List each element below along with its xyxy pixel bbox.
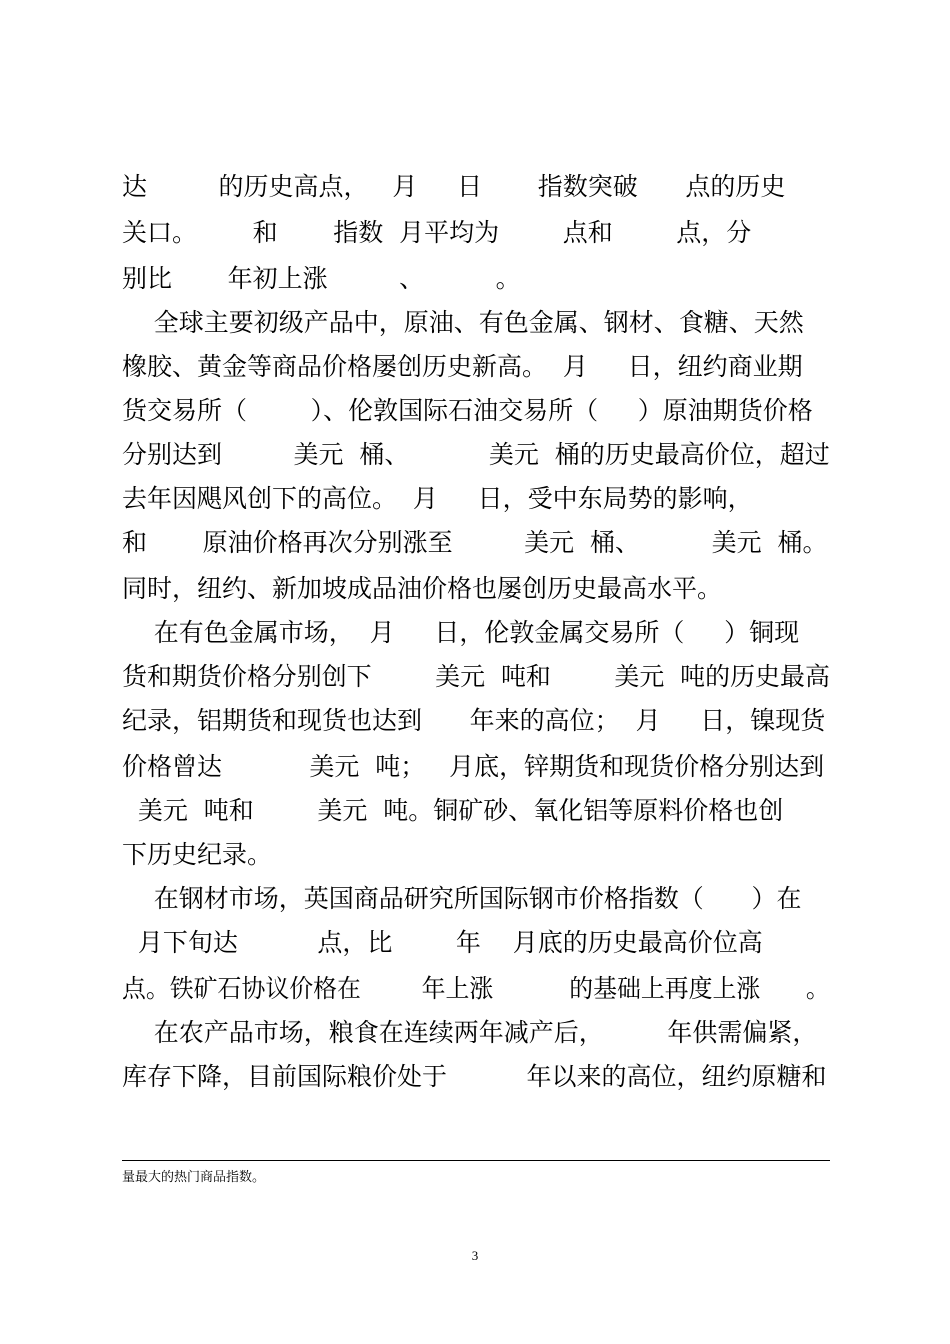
text-line-1: 达 的历史高点， 月 日 指数突破 点的历史 (122, 172, 786, 201)
text-line-18: 月下旬达 点，比 年 月底的历史最高价位高 (122, 928, 763, 957)
text-line-10: 同时，纽约、新加坡成品油价格也屡创历史最高水平。 (122, 574, 723, 603)
text-line-20: 在农产品市场，粮食在连续两年减产后， 年供需偏紧， (122, 1018, 818, 1047)
text-line-16: 下历史纪录。 (122, 840, 273, 869)
text-line-8: 去年因飓风创下的高位。 月 日，受中东局势的影响， (122, 484, 753, 513)
text-line-15: 美元 吨和 美元 吨。铜矿砂、氧化铝等原料价格也创 (122, 796, 784, 825)
text-line-14: 价格曾达 美元 吨； 月底，锌期货和现货价格分别达到 (122, 752, 825, 781)
footnote-text: 量最大的热门商品指数。 (122, 1170, 266, 1185)
text-line-11: 在有色金属市场， 月 日，伦敦金属交易所（ ）铜现 (122, 618, 800, 647)
text-line-9: 和 原油价格再次分别涨至 美元 桶、 美元 桶。 (122, 528, 828, 557)
footnote-divider (122, 1160, 830, 1161)
text-line-12: 货和期货价格分别创下 美元 吨和 美元 吨的历史最高 (122, 662, 830, 691)
text-line-7: 分别达到 美元 桶、 美元 桶的历史最高价位，超过 (122, 440, 830, 469)
text-line-6: 货交易所（ ）、伦敦国际石油交易所（ ）原油期货价格 (122, 396, 813, 425)
text-line-5: 橡胶、黄金等商品价格屡创历史新高。 月 日，纽约商业期 (122, 352, 803, 381)
text-line-3: 别比 年初上涨 、 。 (122, 264, 521, 293)
text-line-4: 全球主要初级产品中，原油、有色金属、钢材、食糖、天然 (122, 308, 804, 337)
text-line-13: 纪录，铝期货和现货也达到 年来的高位； 月 日，镍现货 (122, 706, 826, 735)
page-number: 3 (471, 1248, 479, 1263)
text-line-17: 在钢材市场，英国商品研究所国际钢市价格指数（ ）在 (122, 884, 802, 913)
text-line-21: 库存下降，目前国际粮价处于 年以来的高位，纽约原糖和 (122, 1062, 827, 1091)
text-line-2: 关口。 和 指数 月平均为 点和 点，分 (122, 218, 752, 247)
text-line-19: 点。铁矿石协议价格在 年上涨 的基础上再度上涨 。 (122, 974, 830, 1003)
